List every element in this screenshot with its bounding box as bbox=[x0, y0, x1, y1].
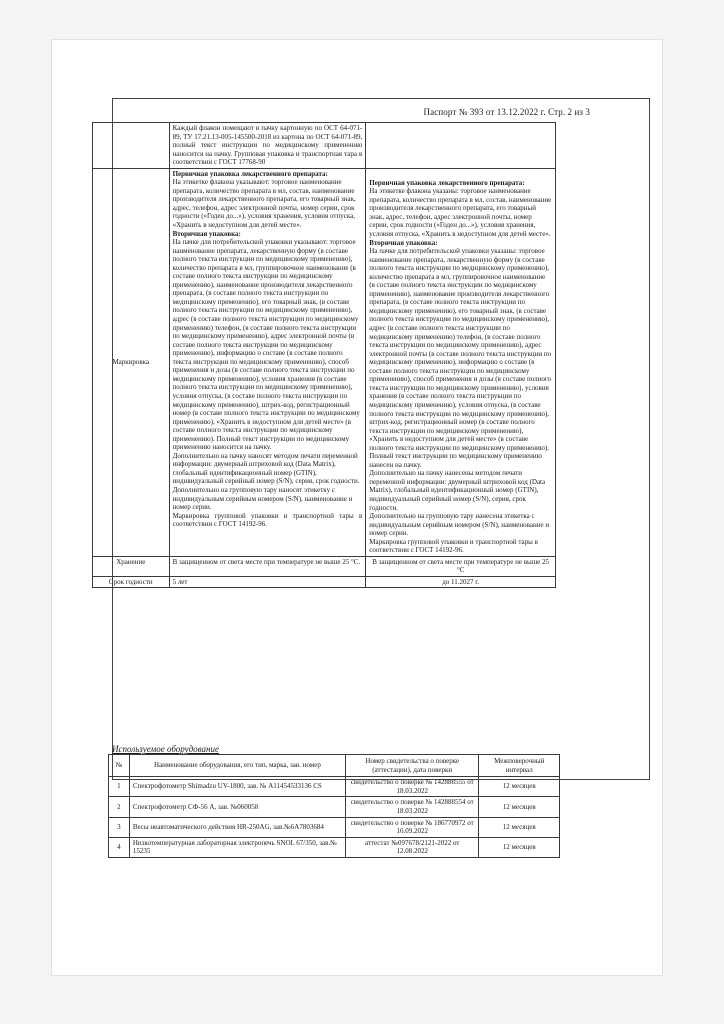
table-row bbox=[109, 777, 560, 797]
shelf-life-right: до 11.2027 г. bbox=[366, 576, 556, 588]
transport-text: Маркировка групповой упаковки и транспортной тары в соответствии с ГОСТ 14192-96. bbox=[369, 537, 538, 555]
secondary-text: На пачке для потребительской упаковки указаны: торговое наименование препарата, лекарственную форму (в составе полного текста инструкции по медицинскому применению), количество препарата в мл, группировочное наименование (в составе полного текста инструкции по медицинскому применению), наименование производителя лекарственного препарата, (в составе полного текста инструкции по медицинскому применению), его товарный знак, (в составе полного текста инструкции по медицинскому применению), адрес (в составе полного текста инструкции по медицинскому применению) телефон, (в составе полного текста инструкции по медицинскому применению), адрес электронной почты (в составе полного текста инструкции по медицинскому применению), информацию о составе (в составе полного текста инструкции по медицинскому применению), способ применения и дозы (в составе полного текста инструкции по медицинскому применению), условия хранения (в составе полного текста инструкции по медицинскому применению), условия отпуска, (в составе полного текста инструкции по медицинскому применению), штрих-код, регистрационный номер (в составе полного текста инструкции по медицинскому применению), «Хранить в недоступном для детей месте» (в составе полного текста инструкции по медицинскому применению). Полный текст инструкции по медицинскому применению нанесен на пачку. bbox=[369, 247, 552, 469]
datamatrix-text: Дополнительно на пачку наносят методом печати переменной информации: двумерный штриховой код (Data Matrix), глобальный идентификационный номер (GTIN), индивидуальный серийный номер (S/N), серия, срок годности. bbox=[172, 451, 360, 486]
marking-label: Маркировка bbox=[93, 168, 170, 556]
row-name: Низкотемпературная лабораторная электропечь SNOL 67/350, зав.№ 15235 bbox=[129, 837, 345, 857]
row-cert: свидетельство о поверке № 142888554 от 18.03.2022 bbox=[346, 797, 479, 817]
header-interval: Межповерочный интервал bbox=[479, 755, 560, 777]
secondary-heading: Вторичная упаковка: bbox=[369, 238, 438, 247]
spacer bbox=[369, 170, 552, 179]
equipment-table bbox=[108, 754, 560, 858]
storage-label: Хранение bbox=[93, 556, 170, 576]
intro-cell: Каждый флакон помещают в пачку картонную по ОСТ 64-071-89, ТУ 17.21.13-005-145500-2018 из картона по ОСТ 64-071-89, полный текст инструкции по медицинскому применению наносится на пачку. Групповая упаковка и транспортная тара в соответствии с ГОСТ 17768-90 bbox=[169, 123, 366, 169]
table-row bbox=[109, 797, 560, 817]
table-row bbox=[93, 576, 556, 588]
header-cert: Номер свидетельства о поверке (аттестации), дата поверки bbox=[346, 755, 479, 777]
spec-table bbox=[92, 122, 556, 588]
storage-left: В защищенном от света месте при температуре не выше 25 °С. bbox=[169, 556, 366, 576]
row-num: 2 bbox=[109, 797, 130, 817]
transport-text: Маркировка групповой упаковки и транспортной тары в соответствии с ГОСТ 14192-96. bbox=[172, 511, 363, 529]
primary-text: На этикетке флакона указывают: торговое наименование препарата, количество препарата в мл, состав, наименование производителя лекарственного препарата, его товарный знак, адрес, телефон, адрес электронной почты, номер серии, срок годности («Годен до...»), условия хранения, условия отпуска, «Хранить в недоступном для детей месте». bbox=[172, 178, 356, 230]
table-row bbox=[109, 837, 560, 857]
group-text: Дополнительно на групповую тару нанесена этикетка с индивидуальным серийным номером (S/N), наименование и номер серии. bbox=[369, 512, 550, 538]
row-cert: аттестат №097678/2121-2022 от 12.08.2022 bbox=[346, 837, 479, 857]
group-text: Дополнительно на групповую тару наносят этикетку с индивидуальным серийным номером (S/N), наименование и номер серии. bbox=[172, 485, 353, 512]
shelf-life-left: 5 лет bbox=[169, 576, 366, 588]
table-row bbox=[93, 556, 556, 576]
marking-right-cell bbox=[366, 168, 556, 556]
table-row bbox=[93, 168, 556, 556]
equipment-title: Используемое оборудование bbox=[112, 744, 219, 754]
row-interval: 12 месяцев bbox=[479, 837, 560, 857]
row-name: Спектрофотометр Shimadzu UV-1800, зав. № A11454533136 CS bbox=[129, 777, 345, 797]
row-interval: 12 месяцев bbox=[479, 777, 560, 797]
row-interval: 12 месяцев bbox=[479, 817, 560, 837]
shelf-life-label: Срок годности bbox=[93, 576, 170, 588]
row-name: Весы неавтоматического действия HR-250AG, зав.№6A7803684 bbox=[129, 817, 345, 837]
row-name: Спектрофотометр СФ-56 А, зав. №060058 bbox=[129, 797, 345, 817]
row-num: 4 bbox=[109, 837, 130, 857]
storage-right: В защищенном от света месте при температуре не выше 25 °С bbox=[366, 556, 556, 576]
row-interval: 12 месяцев bbox=[479, 797, 560, 817]
table-row bbox=[109, 817, 560, 837]
marking-left-cell bbox=[169, 168, 366, 556]
row-num: 1 bbox=[109, 777, 130, 797]
secondary-heading: Вторичная упаковка: bbox=[172, 229, 241, 238]
datamatrix-text: Дополнительно на пачку нанесены методом печати переменной информации: двумерный штриховой код (Data Matrix), глобальный идентификационный номер (GTIN), индивидуальный серийный номер (S/N), серия, срок годности. bbox=[369, 469, 546, 512]
equipment-header-row bbox=[109, 755, 560, 777]
header-num: № bbox=[109, 755, 130, 777]
row-num: 3 bbox=[109, 817, 130, 837]
row-cert: свидетельство о поверке № 186770972 от 16.09.2022 bbox=[346, 817, 479, 837]
secondary-text: На пачке для потребительской упаковки указывают: торговое наименование препарата, лекарственную форму (в составе полного текста инструкции по медицинскому применению), количество препарата в мл, группировочное наименование (в составе полного текста инструкции по медицинскому применению), наименование производителя лекарственного препарата, (в составе полного текста инструкции по медицинскому применению), его товарный знак, (в составе полного текста инструкции по медицинскому применению), адрес (в составе полного текста инструкции по медицинскому применению) телефон, (в составе полного текста инструкции по медицинскому применению), адрес электронной почты (в составе полного текста инструкции по медицинскому применению), информацию о составе (в составе полного текста инструкции по медицинскому применению), способ применения и дозы (в составе полного текста инструкции по медицинскому применению), условия хранения (в составе полного текста инструкции по медицинскому применению), условия отпуска, (в составе полного текста инструкции по медицинскому применению), штрих-код, регистрационный номер (в составе полного текста инструкции по медицинскому применению), «Хранить в недоступном для детей месте» (в составе полного текста инструкции по медицинскому применению). Полный текст инструкции по медицинскому применению наносится на пачку. bbox=[172, 238, 360, 452]
table-row bbox=[93, 123, 556, 169]
empty-label-cell bbox=[93, 123, 170, 169]
primary-heading: Первичная упаковка лекарственного препарата: bbox=[369, 178, 525, 187]
primary-text: На этикетке флакона указаны: торговое наименование препарата, количество препарата в мл, состав, наименование производителя лекарственного препарата, его товарный знак, адрес, телефон, адрес электронной почты, номер серии, срок годности («Годен до...»), условия хранения, условия отпуска, «Хранить в недоступном для детей месте». bbox=[369, 187, 552, 239]
primary-heading: Первичная упаковка лекарственного препарата: bbox=[172, 169, 328, 178]
header-name: Наименование оборудования, его тип, марка, зав. номер bbox=[129, 755, 345, 777]
row-cert: свидетельство о поверке № 142888555 от 18.03.2022 bbox=[346, 777, 479, 797]
passport-header: Паспорт № 393 от 13.12.2022 г. Стр. 2 из 3 bbox=[423, 107, 590, 117]
empty-cell bbox=[366, 123, 556, 169]
